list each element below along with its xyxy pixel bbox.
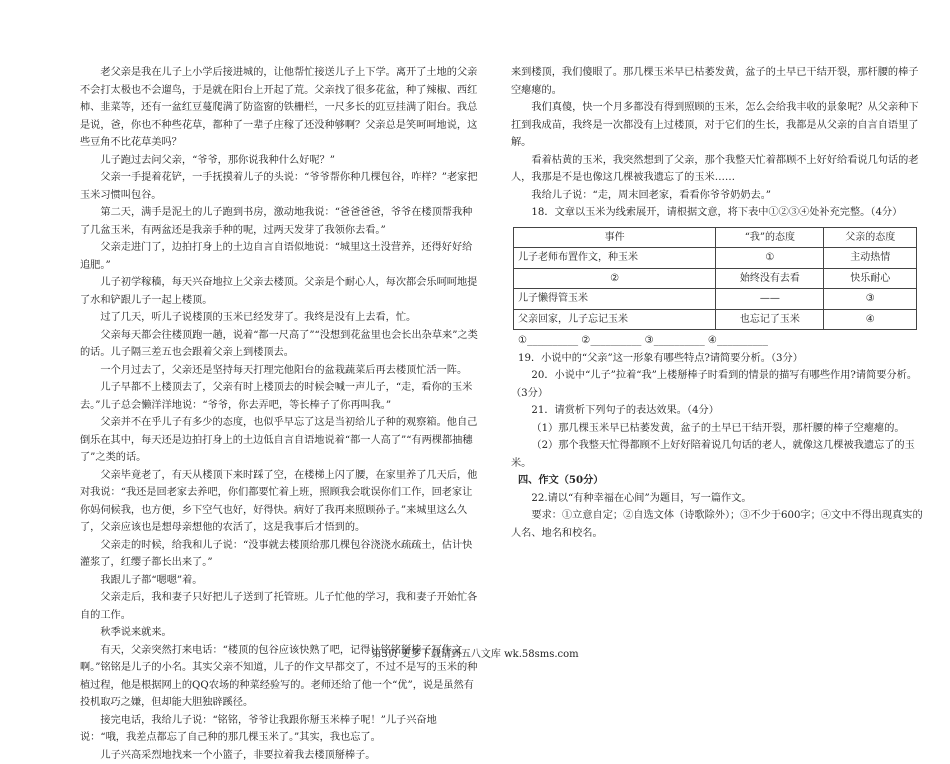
story-paragraph: 父亲走的时候，给我和儿子说：“没事就去楼顶给那几棵包谷浇浇水疏疏土，估计快灌浆了，红缨子都长出来了。” [80, 537, 480, 572]
table-cell: 儿子老师布置作文，种玉米 [514, 248, 716, 269]
question-21: 21．请赏析下列句子的表达效果。（4分） [511, 402, 923, 420]
question-19: 19．小说中的“父亲”这一形象有哪些特点?请简要分析。（3分） [511, 350, 923, 368]
right-column [511, 64, 923, 542]
story-paragraph: 父亲一手提着花铲，一手抚摸着儿子的头说：“爷爷帮你种几棵包谷，咋样？”老家把玉米习惯叫包谷。 [80, 169, 480, 204]
table-cell: —— [716, 289, 824, 310]
story-paragraph: 父亲走后，我和妻子只好把儿子送到了托管班。儿子忙他的学习，我和妻子开始忙各自的工作。 [80, 589, 480, 624]
table-row [514, 268, 917, 289]
story-paragraph: 儿子兴高采烈地找来一个小篮子，非要拉着我去楼顶掰棒子。 [80, 747, 480, 764]
section-heading: 四、作文（50分） [511, 472, 923, 490]
page-footer: 第3页 更多下载请到五八文库 wk.58sms.com [0, 645, 950, 660]
story-paragraph: 我跟儿子都“嗯嗯”着。 [80, 572, 480, 590]
table-row [514, 248, 917, 269]
question-18: 18．文章以玉米为线索展开，请根据文意，将下表中①②③④处补充完整。（4分） [511, 204, 923, 222]
story-paragraph: 有天，父亲突然打来电话：“楼顶的包谷应该快熟了吧，记得让铭铭掰棒子写作文啊。”铭铭是儿子的小名。其实父亲不知道，儿子的作文早都交了，不过不是写的玉米的种植过程，他是根据网上的QQ农场的种菜经验写的。老师还给了他一个“优”，说是虽然有投机取巧之嫌，但却能大胆独辟蹊径。 [80, 642, 480, 712]
table-cell: 始终没有去看 [716, 268, 824, 289]
table-cell: 儿子懒得管玉米 [514, 289, 716, 310]
story-paragraph: 一个月过去了，父亲还是坚持每天打理完他阳台的盆栽蔬菜后再去楼顶忙活一阵。 [80, 362, 480, 380]
table-cell: ② [514, 268, 716, 289]
essay-requirements: 要求：①立意自定；②自选文体（诗歌除外）；③不少于600字；④文中不得出现真实的人名、地名和校名。 [511, 507, 923, 542]
story-paragraph: 父亲走进门了，边拍打身上的土边自言自语似地说：“城里这土没营养，还得好好给追肥。” [80, 239, 480, 274]
story-paragraph: 父亲每天都会往楼顶跑一趟，说着“都一尺高了”“没想到花盆里也会长出杂草来”之类的话。儿子隔三差五也会跟着父亲上到楼顶去。 [80, 327, 480, 362]
question-20: 20．小说中“儿子”拉着“我”上楼掰棒子时看到的情景的描写有哪些作用?请简要分析。（3分） [511, 367, 923, 402]
answer-table [513, 227, 917, 331]
story-paragraph: 接完电话，我给儿子说：“铭铭，爷爷让我跟你掰玉米棒子呢！”儿子兴奋地说：“哦，我差点都忘了自己种的那几棵玉米了。”其实，我也忘了。 [80, 712, 480, 747]
table-row [514, 309, 917, 330]
table-row [514, 289, 917, 310]
table-cell: ④ [824, 309, 917, 330]
table-cell: ① [716, 248, 824, 269]
table-cell: 父亲回家，儿子忘记玉米 [514, 309, 716, 330]
table-header-cell: 父亲的态度 [824, 227, 917, 248]
story-paragraph: 父亲毕竟老了，有天从楼顶下来时踩了空，在楼梯上闪了腰，在家里养了几天后，他对我说：“我还是回老家去养吧，你们都要忙着上班，照顾我会耽误你们工作，回老家让你妈伺候我，也方便，乡下空气也好，好得快。病好了我再来照顾孙子。”来城里这么久了，父亲应该也是想母亲想他的农活了，这是我事后才悟到的。 [80, 467, 480, 537]
question-21-sentence-1: （1）那几棵玉米早已枯萎发黄，盆子的土早已干结开裂，那杆腰的棒子空瘪瘪的。 [511, 420, 923, 438]
story-paragraph: 父亲并不在乎儿子有多少的态度，也似乎早忘了这是当初给儿子种的观察箱。他自己倒乐在其中，每天还是边拍打身上的土边低自言自语地说着“都一人高了”“有两棵都抽穗了”之类的话。 [80, 414, 480, 467]
story-paragraph: 老父亲是我在儿子上小学后接进城的，让他帮忙接送儿子上下学。离开了土地的父亲不会打太极也不会遛鸟，于是就在阳台上开起了荒。父亲找了很多花盆，种了辣椒、西红柿、韭菜等，还有一盆红豆蔓爬满了防盗窗的铁栅栏，一尺多长的豇豆挂满了阳台。我总是说，爸，你也不种些花草，都种了一辈子庄稼了还没种够啊？父亲总是笑呵呵地说，这些豆角不比花草美吗？ [80, 64, 480, 152]
table-cell: 主动热情 [824, 248, 917, 269]
table-cell: 也忘记了玉米 [716, 309, 824, 330]
story-paragraph: 秋季说来就来。 [80, 624, 480, 642]
answer-blanks: ①__________ ②__________ ③__________ ④__________ [511, 332, 923, 350]
story-paragraph: 儿子跑过去问父亲，“爷爷，那你说我种什么好呢？” [80, 152, 480, 170]
story-paragraph: 来到楼顶，我们傻眼了。那几棵玉米早已枯萎发黄，盆子的土早已干结开裂，那杆腰的棒子空瘪瘪的。 [511, 64, 923, 99]
story-paragraph: 过了几天，听儿子说楼顶的玉米已经发芽了。我终是没有上去看，忙。 [80, 309, 480, 327]
story-paragraph: 儿子初学稼穑，每天兴奋地拉上父亲去楼顶。父亲是个耐心人，每次都会乐呵呵地提了水和铲跟儿子一起上楼顶。 [80, 274, 480, 309]
question-21-sentence-2: （2）那个我整天忙得都顾不上好好陪着说几句话的老人，就像这几棵被我遗忘了的玉米。 [511, 437, 923, 472]
table-header-cell: “我”的态度 [716, 227, 824, 248]
table-header-cell: 事件 [514, 227, 716, 248]
story-paragraph: 我们真傻，快一个月多都没有得到照顾的玉米，怎么会给我丰收的景象呢？从父亲种下扛到我成苗，我终是一次都没有上过楼顶，对于它们的生长，我都是从父亲的自言自语里了解。 [511, 99, 923, 152]
essay-prompt: 22.请以“有种幸福在心间”为题目，写一篇作文。 [511, 490, 923, 508]
table-cell: 快乐耐心 [824, 268, 917, 289]
story-paragraph: 看着枯黄的玉米，我突然想到了父亲，那个我整天忙着都顾不上好好给看说几句话的老人，我那是不是也像这几棵被我遗忘了的玉米…… [511, 152, 923, 187]
table-header-row [514, 227, 917, 248]
story-paragraph: 第二天，满手是泥土的儿子跑到书房，激动地我说：“爸爸爸爸，爷爷在楼顶帮我种了几盆玉米，有两盆还是我亲手种的呢，过两天发芽了我领你去看。” [80, 204, 480, 239]
story-paragraph: 儿子早都不上楼顶去了，父亲有时上楼顶去的时候会喊一声儿子，“走，看你的玉米去。”儿子总会懒洋洋地说：“爷爷，你去弄吧，等长棒子了你再叫我。” [80, 379, 480, 414]
story-paragraph: 我给儿子说：“走，周末回老家，看看你爷爷奶奶去。” [511, 187, 923, 205]
table-cell: ③ [824, 289, 917, 310]
